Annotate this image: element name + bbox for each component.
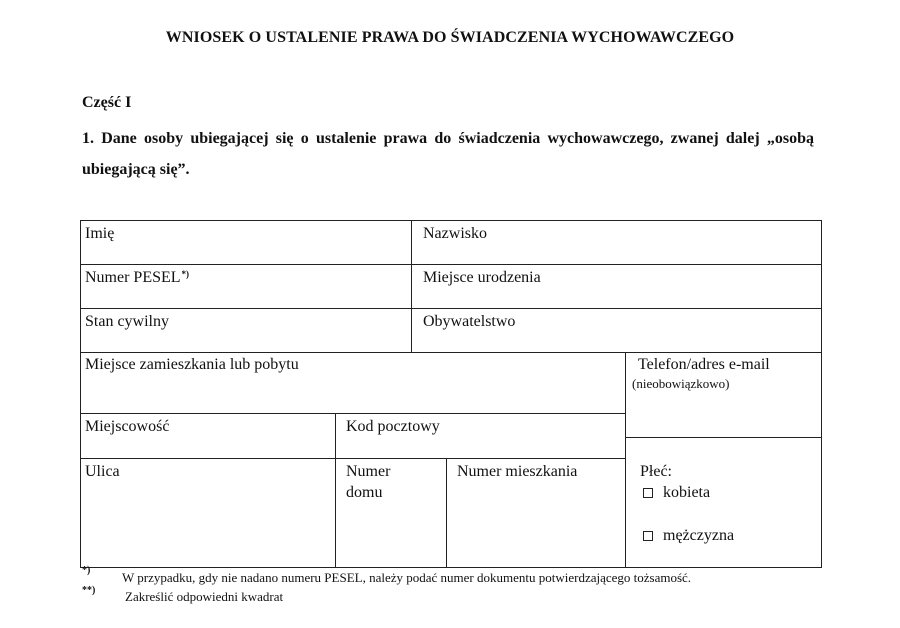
apartment-number-field[interactable]: Numer mieszkania [457,463,578,480]
column-divider [411,220,412,353]
gender-option-male[interactable] [643,527,734,545]
table-border-bottom [80,567,822,568]
table-border-right [821,220,822,568]
street-field[interactable]: Ulica [85,463,120,480]
contact-optional-note: (nieobowiązkowo) [632,376,730,391]
citizenship-field[interactable]: Obywatelstwo [423,313,516,330]
gender-option-label: kobieta [663,484,711,501]
gender-option-female[interactable] [643,484,710,502]
row-divider [80,264,822,265]
part-heading: Część I [82,94,132,111]
table-border-left [80,220,81,568]
table-border-top [80,220,822,221]
row-divider [80,458,625,459]
footnote-mark: *) [82,565,91,576]
pesel-footnote-mark: *) [181,269,190,279]
contact-field[interactable]: Telefon/adres e-mail [638,356,770,373]
first-name-field[interactable]: Imię [85,225,115,242]
postal-code-field[interactable]: Kod pocztowy [346,418,440,435]
column-divider [335,413,336,568]
form-title: WNIOSEK O USTALENIE PRAWA DO ŚWIADCZENIA WYCHOWAWCZEGO [165,29,735,46]
pesel-label: Numer PESEL [85,269,181,286]
house-number-field[interactable] [346,461,390,503]
column-divider [446,458,447,568]
residence-field[interactable]: Miejsce zamieszkania lub pobytu [85,356,299,373]
last-name-field[interactable]: Nazwisko [423,225,487,242]
checkbox-icon[interactable] [643,488,653,498]
house-number-label-line1: Numer [346,463,391,480]
gender-label: Płeć: [640,463,672,480]
column-divider [625,352,626,568]
marital-status-field[interactable]: Stan cywilny [85,313,169,330]
house-number-label-line2: domu [346,484,383,501]
birthplace-field[interactable]: Miejsce urodzenia [423,269,541,286]
row-divider [80,413,625,414]
pesel-field[interactable] [85,267,189,288]
section-heading: 1. Dane osoby ubiegającej się o ustalenie prawa do świadczenia wychowawczego, zwanej dalej „osobą ubiegającą się”. [82,130,814,178]
footnote-pesel: W przypadku, gdy nie nadano numeru PESEL, należy podać numer dokumentu potwierdzającego tożsamość. [122,570,692,585]
checkbox-icon[interactable] [643,531,653,541]
gender-option-label: mężczyzna [663,527,735,544]
row-divider [80,352,822,353]
footnote-mark: **) [82,585,96,596]
row-divider [80,308,822,309]
row-divider [625,437,822,438]
footnote-checkbox: Zakreślić odpowiedni kwadrat [125,589,284,604]
locality-field[interactable]: Miejscowość [85,418,170,435]
